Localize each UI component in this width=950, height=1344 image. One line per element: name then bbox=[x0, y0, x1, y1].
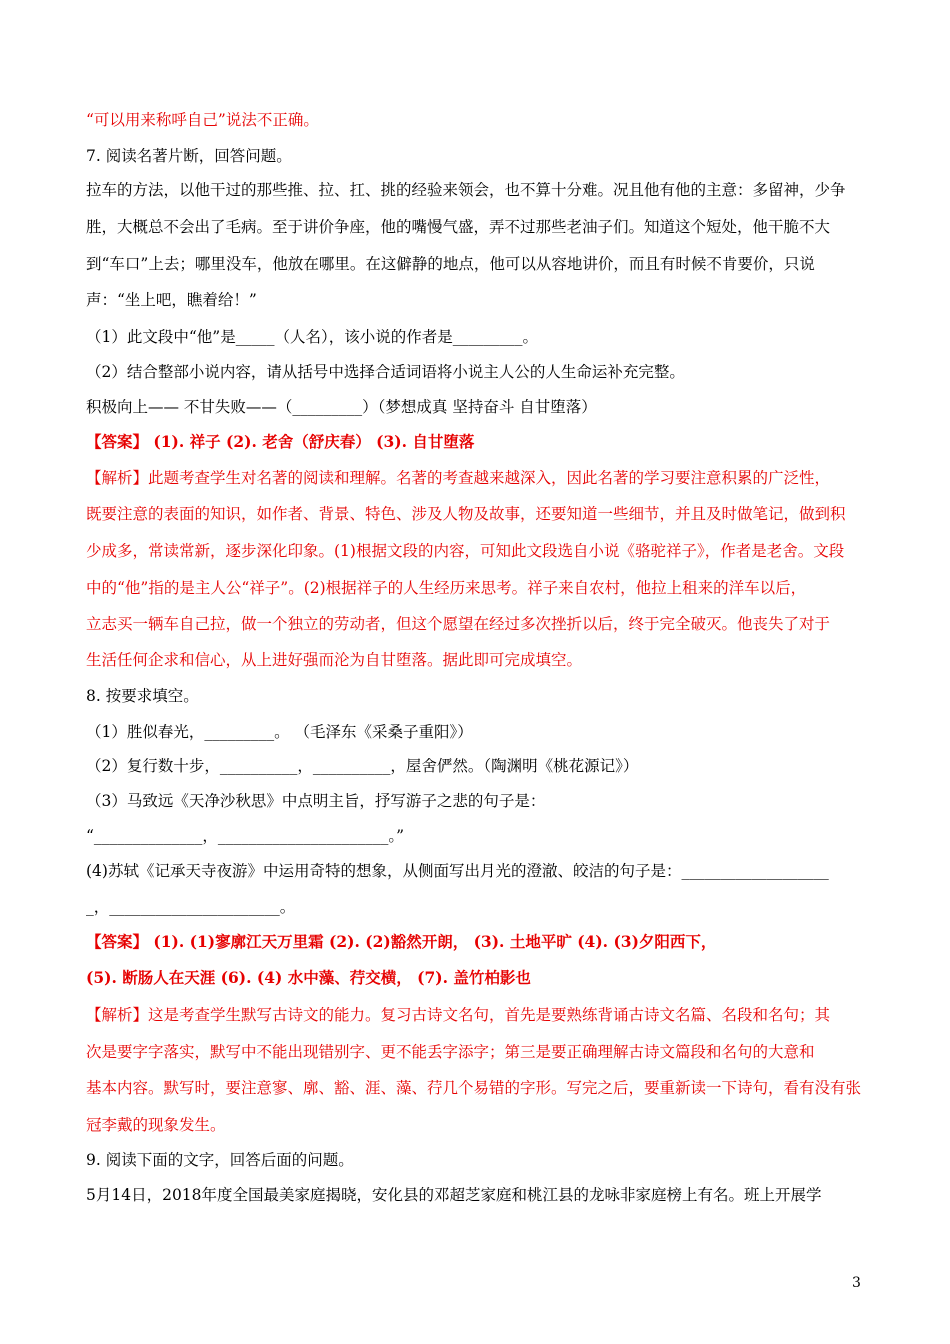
analysis-line: 冠李戴的现象发生。 bbox=[86, 1116, 226, 1134]
question-line: （2）复行数十步，__________，__________，屋舍俨然。（陶渊明《桃花源记》） bbox=[86, 757, 639, 775]
analysis-line: 基本内容。默写时，要注意寥、廓、豁、涯、藻、荇几个易错的字形。写完之后，要重新读一下诗句，看有没有张 bbox=[86, 1079, 862, 1097]
question-9-heading: 9. 阅读下面的文字，回答后面的问题。 bbox=[86, 1151, 354, 1169]
text-line: “可以用来称呼自己”说法不正确。 bbox=[86, 111, 319, 129]
answer-line: 【答案】 (1). (1)寥廓江天万里霜 (2). (2)豁然开朗， (3). 土地平旷 (4). (3)夕阳西下， bbox=[86, 932, 717, 951]
passage-line: 拉车的方法，以他干过的那些推、拉、扛、挑的经验来领会，也不算十分难。况且他有他的主意：多留神，少争 bbox=[86, 181, 846, 199]
analysis-line: 【解析】此题考查学生对名著的阅读和理解。名著的考查越来越深入，因此名著的学习要注意积累的广泛性， bbox=[86, 469, 831, 487]
answer-line: (5). 断肠人在天涯 (6). (4) 水中藻、荇交横， (7). 盖竹柏影也 bbox=[86, 968, 531, 987]
analysis-line: 生活任何企求和信心，从上进好强而沦为自甘堕落。据此即可完成填空。 bbox=[86, 651, 583, 669]
question-7-heading: 7. 阅读名著片断，回答问题。 bbox=[86, 147, 292, 165]
question-line: （1）胜似春光，_________。 （毛泽东《采桑子重阳》） bbox=[86, 723, 473, 741]
analysis-line: 既要注意的表面的知识，如作者、背景、特色、涉及人物及故事，还要知道一些细节，并且及时做笔记，做到积 bbox=[86, 505, 846, 523]
question-8-heading: 8. 按要求填空。 bbox=[86, 687, 199, 705]
analysis-line: 立志买一辆车自己拉，做一个独立的劳动者，但这个愿望在经过多次挫折以后，终于完全破灭。他丧失了对于 bbox=[86, 615, 831, 633]
question-line: (4)苏轼《记承天寺夜游》中运用奇特的想象，从侧面写出月光的澄澈、皎洁的句子是：___________________ bbox=[86, 862, 829, 880]
page-number: 3 bbox=[852, 1275, 861, 1291]
passage-line: 声：“坐上吧，瞧着给！” bbox=[86, 291, 257, 309]
analysis-line: 少成多，常读常新，逐步深化印象。(1)根据文段的内容，可知此文段选自小说《骆驼祥子》，作者是老舍。文段 bbox=[86, 542, 845, 560]
analysis-line: 次是要字字落实，默写中不能出现错别字、更不能丢字添字；第三是要正确理解古诗文篇段和名句的大意和 bbox=[86, 1043, 815, 1061]
passage-line: 胜，大概总不会出了毛病。至于讲价争座，他的嘴慢气盛，弄不过那些老油子们。知道这个短处，他干脆不大 bbox=[86, 218, 831, 236]
question-line: （3）马致远《天净沙秋思》中点明主旨，抒写游子之悲的句子是： bbox=[86, 792, 546, 810]
passage-line: 5月14日，2018年度全国最美家庭揭晓，安化县的邓超芝家庭和桃江县的龙咏非家庭榜上有名。班上开展学 bbox=[86, 1186, 822, 1204]
question-line: “______________，______________________。” bbox=[86, 827, 405, 845]
analysis-line: 中的“他”指的是主人公“祥子”。(2)根据祥子的人生经历来思考。祥子来自农村，他拉上租来的洋车以后， bbox=[86, 579, 807, 597]
question-line: _，______________________。 bbox=[86, 898, 296, 916]
question-line: （1）此文段中“他”是_____（人名），该小说的作者是_________。 bbox=[86, 328, 538, 346]
passage-line: 到“车口”上去；哪里没车，他放在哪里。在这僻静的地点，他可以从容地讲价，而且有时候不肯要价，只说 bbox=[86, 255, 815, 273]
analysis-line: 【解析】这是考查学生默写古诗文的能力。复习古诗文名句，首先是要熟练背诵古诗文名篇、名段和名句；其 bbox=[86, 1006, 831, 1024]
question-line: 积极向上—— 不甘失败——（_________）（梦想成真 坚持奋斗 自甘堕落） bbox=[86, 398, 597, 416]
answer-line: 【答案】 (1). 祥子 (2). 老舍（舒庆春） (3). 自甘堕落 bbox=[86, 432, 475, 451]
question-line: （2）结合整部小说内容，请从括号中选择合适词语将小说主人公的人生命运补充完整。 bbox=[86, 363, 685, 381]
